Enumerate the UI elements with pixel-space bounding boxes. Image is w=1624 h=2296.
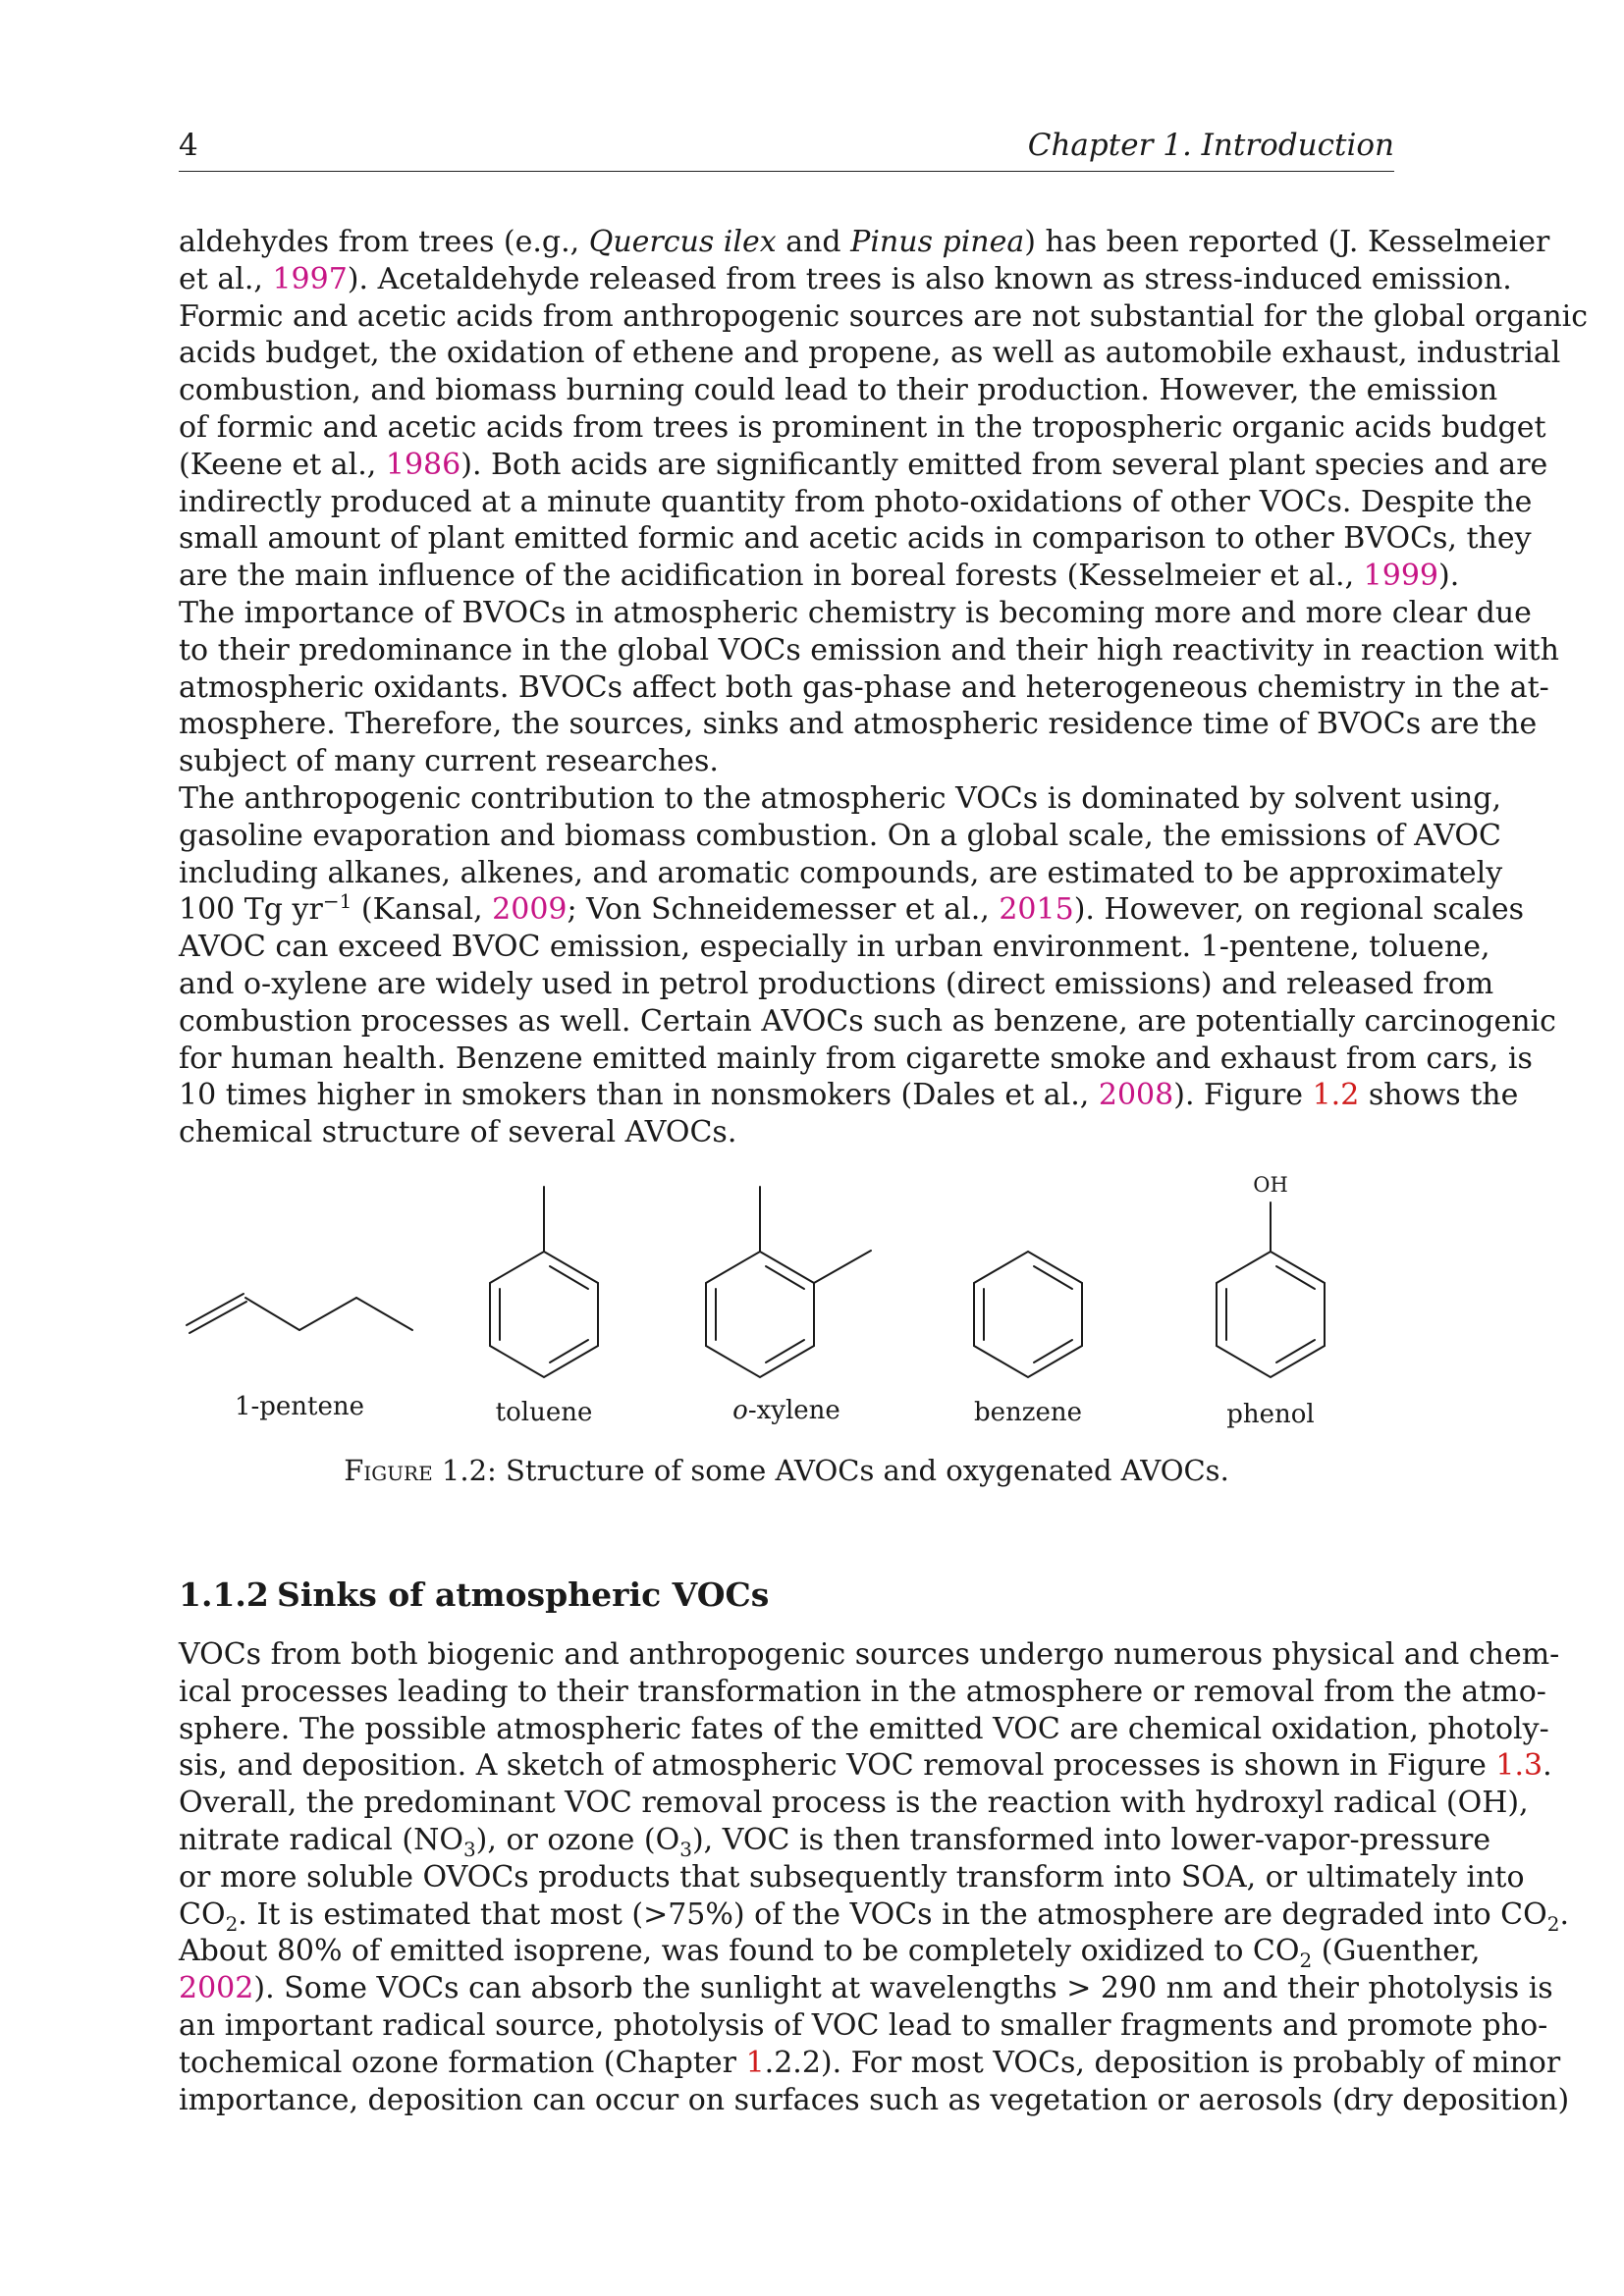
oh-group-label: OH: [1253, 1173, 1288, 1197]
section-title: Sinks of atmospheric VOCs: [277, 1575, 770, 1614]
text-line: small amount of plant emitted formic and acetic acids in comparison to other BVOCs, they: [179, 521, 1532, 557]
text-line: of formic and acetic acids from trees is prominent in the tropospheric organic acids budget: [179, 409, 1546, 445]
toluene-structure: [490, 1187, 598, 1377]
text-line: The anthropogenic contribution to the atmospheric VOCs is dominated by solvent using,: [179, 781, 1502, 816]
phenol-structure: [1217, 1202, 1325, 1377]
text-line: are the main influence of the acidification in boreal forests (Kesselmeier et al., 1999).: [179, 559, 1460, 594]
text-line: sphere. The possible atmospheric fates of the emitted VOC are chemical oxidation, photoly-: [179, 1711, 1549, 1746]
citation-link[interactable]: 1986: [385, 447, 461, 482]
text-line: VOCs from both biogenic and anthropogenic sources undergo numerous physical and chem-: [179, 1637, 1560, 1672]
text-line: et al., 1997). Acetaldehyde released from trees is also known as stress-induced emission.: [179, 261, 1512, 296]
text-line: importance, deposition can occur on surfaces such as vegetation or aerosols (dry deposition): [179, 2082, 1570, 2117]
paragraph-bvoc-importance: [179, 595, 1559, 780]
xylene-structure: [706, 1187, 871, 1377]
section-heading: [179, 1575, 769, 1614]
section-number: 1.1.2: [179, 1575, 269, 1614]
text-line: an important radical source, photolysis of VOC lead to smaller fragments and promote pho-: [179, 2007, 1548, 2043]
paragraph-aldehydes: [179, 224, 1589, 595]
label-benzene: benzene: [974, 1398, 1082, 1427]
text-line: indirectly produced at a minute quantity from photo-oxidations of other VOCs. Despite the: [179, 484, 1533, 519]
citation-link[interactable]: 2015: [999, 892, 1074, 928]
citation-link[interactable]: 2008: [1098, 1078, 1174, 1113]
chapter-title: Chapter 1. Introduction: [1027, 128, 1394, 163]
text-line: Overall, the predominant VOC removal process is the reaction with hydroxyl radical (OH),: [179, 1786, 1529, 1821]
figure-ref-link[interactable]: 1.3: [1495, 1748, 1543, 1784]
page-number: 4: [179, 128, 198, 163]
text-line: mosphere. Therefore, the sources, sinks and atmospheric residence time of BVOCs are the: [179, 707, 1538, 742]
text-line: subject of many current researches.: [179, 744, 719, 779]
figure-caption: Figure 1.2: Structure of some AVOCs and oxygenated AVOCs.: [344, 1454, 1229, 1487]
text-line: ical processes leading to their transformation in the atmosphere or removal from the atmo-: [179, 1674, 1546, 1709]
text-line: The importance of BVOCs in atmospheric chemistry is becoming more and more clear due: [179, 596, 1532, 630]
running-header: [179, 128, 1394, 172]
text-line: About 80% of emitted isoprene, was found to be completely oxidized to $CO_2$ (Guenther,: [179, 1934, 1481, 1973]
text-line: aldehydes from trees (e.g., Quercus ilex and Pinus pinea) has been reported (J. Kesselmeier: [179, 225, 1550, 259]
text-line: acids budget, the oxidation of ethene and propene, as well as automobile exhaust, industrial: [179, 336, 1561, 371]
text-line: combustion, and biomass burning could lead to their production. However, the emission: [179, 373, 1498, 408]
citation-link[interactable]: 1999: [1363, 559, 1438, 594]
pentene-structure: [187, 1294, 412, 1333]
label-phenol: phenol: [1226, 1400, 1315, 1429]
text-line: atmospheric oxidants. BVOCs affect both gas-phase and heterogeneous chemistry in the at-: [179, 669, 1549, 705]
text-line: chemical structure of several AVOCs.: [179, 1115, 737, 1150]
text-line: for human health. Benzene emitted mainly from cigarette smoke and exhaust from cars, is: [179, 1041, 1533, 1076]
label-xylene: o-xylene: [732, 1396, 840, 1425]
paragraph-sinks: [179, 1636, 1570, 2118]
text-line: 2002). Some VOCs can absorb the sunlight at wavelengths > 290 nm and their photolysis is: [179, 1971, 1553, 2006]
label-toluene: toluene: [495, 1398, 593, 1427]
text-line: AVOC can exceed BVOC emission, especially in urban environment. 1-pentene, toluene,: [179, 930, 1490, 965]
text-line: (Keene et al., 1986). Both acids are significantly emitted from several plant species and are: [179, 447, 1548, 482]
figure-ref-link[interactable]: 1.2: [1312, 1078, 1360, 1113]
benzene-structure: [974, 1252, 1082, 1377]
text-line: 10 times higher in smokers than in nonsmokers (Dales et al., 2008). Figure 1.2 shows the: [179, 1078, 1519, 1113]
text-line: including alkanes, alkenes, and aromatic compounds, are estimated to be approximately: [179, 855, 1503, 890]
text-line: or more soluble OVOCs products that subsequently transform into SOA, or ultimately into: [179, 1859, 1525, 1895]
paragraph-anthropogenic: [179, 780, 1556, 1151]
text-line: tochemical ozone formation (Chapter 1.2.2). For most VOCs, deposition is probably of minor: [179, 2045, 1561, 2080]
text-line: nitrate radical $(NO_3)$, or ozone $(O_3)$, VOC is then transformed into lower-vapor-pressure: [179, 1822, 1491, 1861]
figure-structures: [0, 1158, 1624, 1453]
text-line: Formic and acetic acids from anthropogenic sources are not substantial for the global organic: [179, 298, 1589, 334]
text-line: $CO_2$. It is estimated that most (>75%) of the VOCs in the atmosphere are degraded into $CO_2$.: [179, 1896, 1569, 1936]
label-pentene: 1-pentene: [234, 1392, 365, 1421]
citation-link[interactable]: 1997: [272, 261, 348, 296]
text-line: and o-xylene are widely used in petrol productions (direct emissions) and released from: [179, 966, 1494, 1001]
text-line: to their predominance in the global VOCs emission and their high reactivity in reaction with: [179, 632, 1559, 667]
chapter-ref-link[interactable]: 1: [745, 2045, 765, 2080]
text-line: combustion processes as well. Certain AVOCs such as benzene, are potentially carcinogenic: [179, 1003, 1556, 1039]
text-line: 100 Tg $yr^{-1}$ (Kansal, 2009; Von Schneidemesser et al., 2015). However, on regional scales: [179, 889, 1524, 928]
text-line: sis, and deposition. A sketch of atmospheric VOC removal processes is shown in Figure 1.3.: [179, 1748, 1552, 1784]
citation-link[interactable]: 2009: [492, 892, 568, 928]
text-line: gasoline evaporation and biomass combustion. On a global scale, the emissions of AVOC: [179, 818, 1501, 853]
citation-link[interactable]: 2002: [179, 1971, 254, 2006]
